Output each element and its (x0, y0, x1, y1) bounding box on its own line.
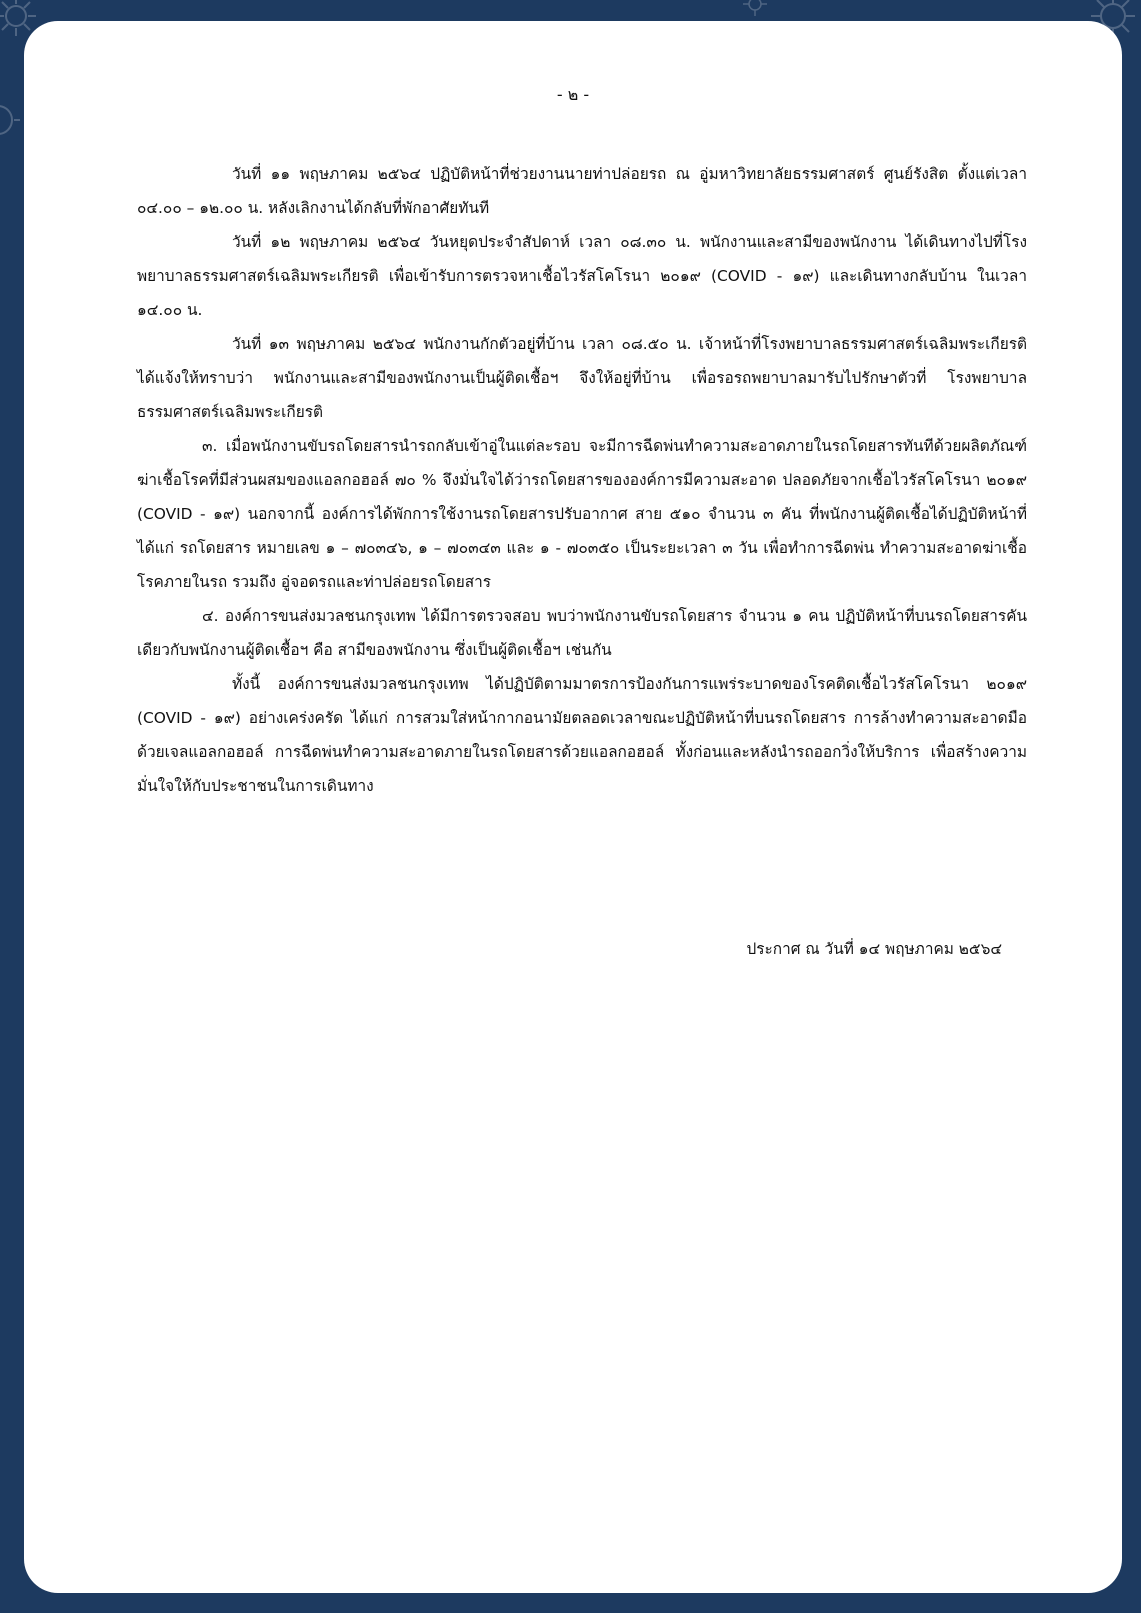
paragraph-may-12: วันที่ ๑๒ พฤษภาคม ๒๕๖๔ วันหยุดประจำสัปดาห์ เวลา ๐๘.๓๐ น. พนักงานและสามีของพนักงาน ได้เดินทางไปที่โรงพยาบาลธรรมศาสตร์เฉลิมพระเกียรติ เพื่อเข้ารับการตรวจหาเชื้อไวรัสโคโรนา ๒๐๑๙ (COVID - ๑๙) และเดินทางกลับบ้าน ในเวลา ๑๔.๐๐ น. (137, 233, 1027, 319)
paragraph-may-11: วันที่ ๑๑ พฤษภาคม ๒๕๖๔ ปฏิบัติหน้าที่ช่วยงานนายท่าปล่อยรถ ณ อู่มหาวิทยาลัยธรรมศาสตร์ ศูนย์รังสิต ตั้งแต่เวลา ๐๔.๐๐ – ๑๒.๐๐ น. หลังเลิกงานได้กลับที่พักอาศัยทันที (137, 165, 1027, 217)
paragraph-item-3: ๓. เมื่อพนักงานขับรถโดยสารนำรถกลับเข้าอู่ในแต่ละรอบ จะมีการฉีดพ่นทำความสะอาดภายในรถโดยสารทันทีด้วยผลิตภัณฑ์ฆ่าเชื้อโรคที่มีส่วนผสมของแอลกอฮอล์ ๗๐ % จึงมั่นใจได้ว่ารถโดยสารขององค์การมีความสะอาด ปลอดภัยจากเชื้อไวรัสโคโรนา ๒๐๑๙ (COVID - ๑๙) นอกจากนี้ องค์การได้พักการใช้งานรถโดยสารปรับอากาศ สาย ๕๑๐ จำนวน ๓ คัน ที่พนักงานผู้ติดเชื้อได้ปฏิบัติหน้าที่ ได้แก่ รถโดยสาร หมายเลข ๑ – ๗๐๓๔๖, ๑ – ๗๐๓๔๓ และ ๑ - ๗๐๓๕๐ เป็นระยะเวลา ๓ วัน เพื่อทำการฉีดพ่น ทำความสะอาดฆ่าเชื้อโรคภายในรถ รวมถึง อู่จอดรถและท่าปล่อยรถโดยสาร (137, 437, 1027, 591)
paragraph-item-4: ๔. องค์การขนส่งมวลชนกรุงเทพ ได้มีการตรวจสอบ พบว่าพนักงานขับรถโดยสาร จำนวน ๑ คน ปฏิบัติหน้าที่บนรถโดยสารคันเดียวกับพนักงานผู้ติดเชื้อฯ คือ สามีของพนักงาน ซึ่งเป็นผู้ติดเชื้อฯ เช่นกัน (137, 607, 1027, 659)
document-body (137, 157, 1027, 803)
virus-decoration-icon (0, 90, 22, 150)
page-number: - ๒ - (556, 85, 590, 104)
document-page (24, 21, 1122, 1593)
paragraph-may-13: วันที่ ๑๓ พฤษภาคม ๒๕๖๔ พนักงานกักตัวอยู่ที่บ้าน เวลา ๐๘.๕๐ น. เจ้าหน้าที่โรงพยาบาลธรรมศาสตร์เฉลิมพระเกียรติ ได้แจ้งให้ทราบว่า พนักงานและสามีของพนักงานเป็นผู้ติดเชื้อฯ จึงให้อยู่ที่บ้าน เพื่อรอรถพยาบาลมารับไปรักษาตัวที่ โรงพยาบาลธรรมศาสตร์เฉลิมพระเกียรติ (137, 335, 1027, 421)
paragraph-measures: ทั้งนี้ องค์การขนส่งมวลชนกรุงเทพ ได้ปฏิบัติตามมาตรการป้องกันการแพร่ระบาดของโรคติดเชื้อไวรัสโคโรนา ๒๐๑๙ (COVID - ๑๙) อย่างเคร่งครัด ได้แก่ การสวมใส่หน้ากากอนามัยตลอดเวลาขณะปฏิบัติหน้าที่บนรถโดยสาร การล้างทำความสะอาดมือด้วยเจลแอลกอฮอล์ การฉีดพ่นทำความสะอาดภายในรถโดยสารด้วยแอลกอฮอล์ ทั้งก่อนและหลังนำรถออกวิ่งให้บริการ เพื่อสร้างความมั่นใจให้กับประชาชนในการเดินทาง (137, 675, 1027, 795)
announcement-date: ประกาศ ณ วันที่ ๑๔ พฤษภาคม ๒๕๖๔ (746, 940, 1002, 958)
virus-decoration-icon (740, 0, 770, 18)
